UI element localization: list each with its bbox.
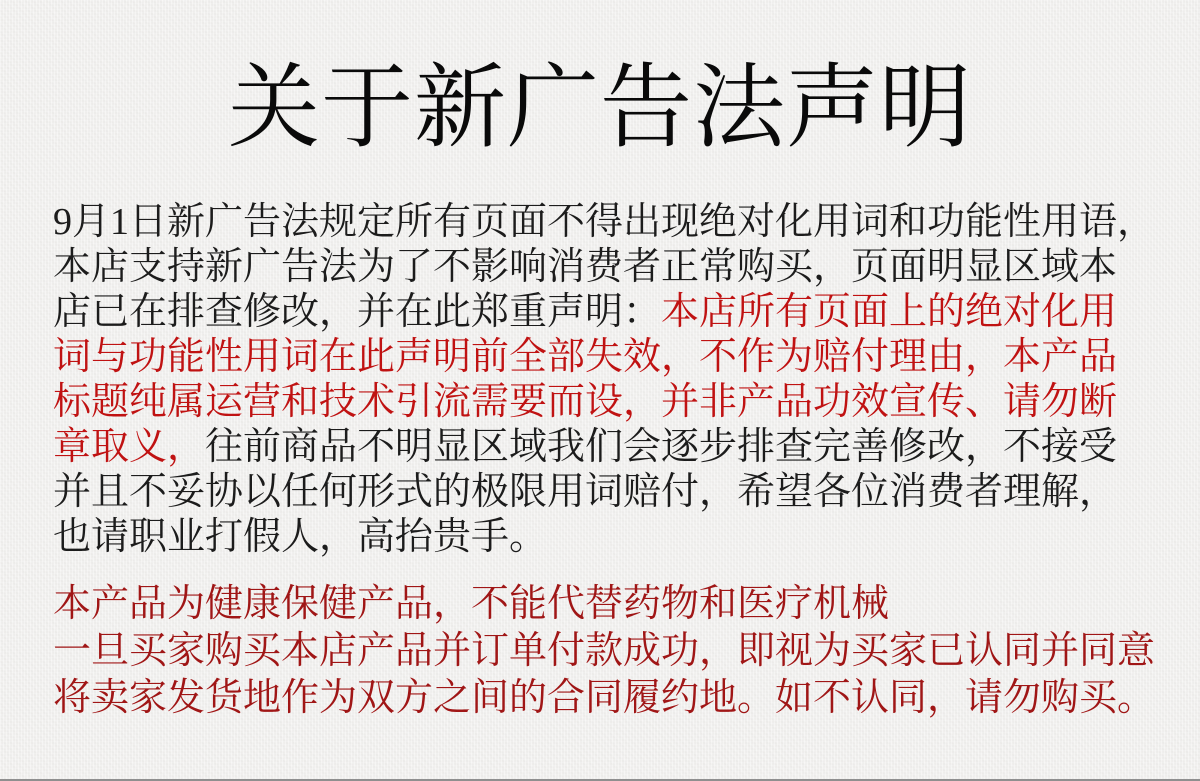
- text-segment: 9月1日新广告法规定所有页面不得出现绝对化用词和功能性用语，: [53, 201, 1156, 243]
- text-line: [53, 628, 1156, 675]
- text-segment: 章取义，: [53, 426, 206, 468]
- text-line: [53, 200, 1156, 245]
- text-line: [53, 515, 1153, 560]
- text-segment: 词与功能性用词在此声明前全部失效，不作为赔付理由，本产品: [53, 336, 1118, 378]
- text-line: [53, 380, 1153, 425]
- text-line: [53, 675, 1156, 722]
- text-line: [53, 335, 1153, 380]
- text-segment: 将卖家发货地作为双方之间的合同履约地。如不认同，请勿购买。: [53, 677, 1156, 719]
- page-title: 关于新广告法声明: [227, 57, 972, 159]
- health-product-notice: [53, 581, 1156, 722]
- text-segment: 也请职业打假人，高抬贵手。: [53, 516, 548, 558]
- text-segment: 本店支持新广告法为了不影响消费者正常购买，页面明显区域本: [53, 246, 1118, 288]
- text-segment: 一旦买家购买本店产品并订单付款成功，即视为买家已认同并同意: [53, 630, 1156, 672]
- text-segment: 店已在排查修改，并在此郑重声明：: [53, 291, 662, 333]
- text-line: [53, 290, 1153, 335]
- text-line: [53, 470, 1153, 515]
- text-segment: 标题纯属运营和技术引流需要而设，并非产品功效宣传、请勿断: [53, 381, 1118, 423]
- text-segment: 并且不妥协以任何形式的极限用词赔付，希望各位消费者理解，: [53, 471, 1118, 513]
- statement-paragraph: [53, 200, 1156, 560]
- text-line: [53, 245, 1153, 290]
- text-line: [53, 425, 1153, 470]
- text-segment: 往前商品不明显区域我们会逐步排查完善修改，不接受: [205, 426, 1118, 468]
- text-line: [53, 581, 1153, 628]
- text-segment: 本店所有页面上的绝对化用: [661, 291, 1118, 333]
- text-segment: 本产品为健康保健产品，不能代替药物和医疗机械: [53, 583, 890, 625]
